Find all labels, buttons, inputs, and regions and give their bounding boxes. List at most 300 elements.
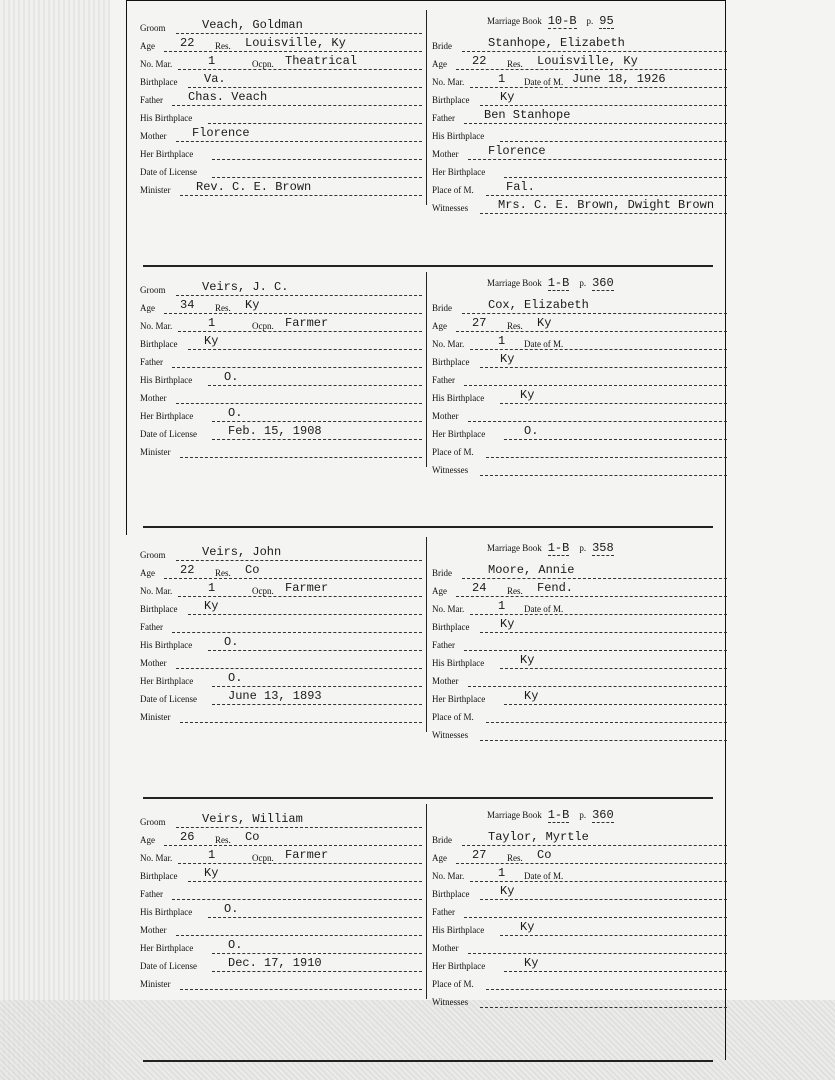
field-rule — [176, 560, 422, 561]
bride-his-birthplace-value: Ky — [520, 388, 535, 402]
field-label: His Birthplace — [432, 131, 485, 141]
marriage-record-3 — [140, 541, 730, 790]
field-rule — [180, 722, 422, 723]
bride-age-value: 24 — [472, 581, 487, 595]
bride-father-value: Ben Stanhope — [484, 108, 571, 122]
field-label: Father — [140, 95, 163, 105]
field-label: Age — [140, 303, 155, 313]
field-rule — [470, 614, 727, 615]
groom-her-birthplace-row — [140, 406, 422, 422]
field-rule — [208, 123, 422, 124]
field-rule — [456, 331, 727, 332]
bride-birthplace-row — [432, 90, 727, 106]
field-rule — [188, 614, 422, 615]
groom-ocpn-value: Farmer — [285, 316, 329, 330]
field-rule — [456, 863, 727, 864]
field-label: Mother — [140, 131, 167, 141]
bride-his-birthplace-value: Ky — [520, 920, 535, 934]
field-label: Mother — [140, 393, 167, 403]
bride-place-of-m-value: Fal. — [506, 180, 535, 194]
groom-groom-row — [140, 545, 422, 561]
field-rule — [464, 385, 727, 386]
field-rule — [456, 69, 727, 70]
field-label: p. — [579, 810, 587, 820]
bride-father-row — [432, 635, 727, 651]
groom-name-value: Veirs, John — [202, 545, 282, 559]
field-label: p. — [586, 16, 594, 26]
field-rule — [500, 403, 727, 404]
field-rule — [480, 740, 727, 741]
bride-her-birthplace-row — [432, 689, 727, 705]
groom-her-birthplace-row — [140, 144, 422, 160]
groom-name-value: Veach, Goldman — [202, 18, 303, 32]
field-rule — [462, 313, 727, 314]
bride-birthplace-row — [432, 884, 727, 900]
field-label: Place of M. — [432, 979, 474, 989]
field-label: Father — [432, 113, 455, 123]
groom-date-of-license-row — [140, 162, 422, 178]
groom-no-mar-row — [140, 848, 422, 864]
groom-groom-row — [140, 280, 422, 296]
marriage-book-header — [487, 14, 614, 28]
groom-her-birthplace-row — [140, 671, 422, 687]
groom-groom-row — [140, 812, 422, 828]
field-rule — [462, 578, 727, 579]
bride-her-birthplace-row — [432, 956, 727, 972]
field-label: p. — [579, 543, 587, 553]
groom-his-birthplace-row — [140, 635, 422, 651]
groom-minister-row — [140, 974, 422, 990]
record-divider — [426, 10, 427, 205]
bride-his-birthplace-row — [432, 126, 727, 142]
field-label: Age — [432, 59, 447, 69]
field-rule — [212, 177, 422, 178]
groom-date-of-license-value: Feb. 15, 1908 — [228, 424, 322, 438]
bride-place-of-m-row — [432, 707, 727, 723]
field-label: Res. — [507, 853, 523, 863]
groom-res-value: Co — [245, 830, 260, 844]
field-label: Res. — [215, 835, 231, 845]
field-label: Birthplace — [140, 604, 178, 614]
bride-no-mar-row — [432, 72, 727, 88]
groom-her-birthplace-row — [140, 938, 422, 954]
bride-her-birthplace-value: Ky — [524, 689, 539, 703]
field-rule — [180, 989, 422, 990]
groom-ocpn-value: Farmer — [285, 848, 329, 862]
bride-res-value: Louisville, Ky — [537, 54, 638, 68]
groom-minister-value: Rev. C. E. Brown — [196, 180, 312, 194]
field-label: Date of M. — [524, 339, 564, 349]
field-rule — [500, 141, 727, 142]
field-label: Father — [432, 375, 455, 385]
field-label: Mother — [432, 676, 459, 686]
field-rule — [480, 899, 727, 900]
field-label: Father — [140, 889, 163, 899]
bride-res-value: Fend. — [537, 581, 574, 595]
groom-no-mar-value: 1 — [208, 316, 216, 330]
field-label: Marriage Book — [487, 278, 542, 288]
groom-minister-row — [140, 707, 422, 723]
groom-mother-value: Florence — [192, 126, 250, 140]
groom-date-of-license-row — [140, 956, 422, 972]
field-label: Date of License — [140, 167, 197, 177]
field-label: Mother — [140, 925, 167, 935]
marriage-book-header — [487, 808, 614, 822]
marriage-record-4 — [140, 808, 730, 1057]
record-separator-1 — [143, 265, 713, 267]
field-rule — [504, 704, 727, 705]
field-rule — [468, 421, 727, 422]
field-label: Marriage Book — [487, 810, 542, 820]
field-label: Date of M. — [524, 604, 564, 614]
bride-no-mar-row — [432, 599, 727, 615]
field-rule — [500, 935, 727, 936]
field-label: Groom — [140, 285, 166, 295]
field-label: Ocpn. — [252, 321, 274, 331]
field-rule — [462, 845, 727, 846]
bride-res-value: Co — [537, 848, 552, 862]
marriage-record-2 — [140, 276, 730, 525]
field-rule — [486, 989, 727, 990]
field-label: Marriage Book — [487, 16, 542, 26]
field-rule — [480, 105, 727, 106]
groom-age-row — [140, 563, 422, 579]
record-divider — [426, 804, 427, 999]
bride-witnesses-row — [432, 198, 727, 214]
groom-father-row — [140, 617, 422, 633]
field-rule — [462, 51, 727, 52]
field-rule — [464, 123, 727, 124]
field-rule — [172, 105, 422, 106]
bride-his-birthplace-row — [432, 920, 727, 936]
field-rule — [188, 881, 422, 882]
field-rule — [176, 33, 422, 34]
bride-mother-row — [432, 406, 727, 422]
bride-name-value: Stanhope, Elizabeth — [488, 36, 625, 50]
field-rule — [172, 899, 422, 900]
bride-age-value: 22 — [472, 54, 487, 68]
field-label: Bride — [432, 303, 452, 313]
record-separator-2 — [143, 526, 713, 528]
marriage-book-value: 1-B — [547, 276, 570, 290]
field-rule — [208, 917, 422, 918]
bride-place-of-m-row — [432, 442, 727, 458]
groom-ocpn-value: Theatrical — [285, 54, 358, 68]
bride-bride-row — [432, 298, 727, 314]
field-rule — [178, 863, 422, 864]
bride-name-value: Cox, Elizabeth — [488, 298, 589, 312]
field-label: Date of M. — [524, 77, 564, 87]
field-label: Her Birthplace — [432, 429, 486, 439]
groom-date-of-license-row — [140, 689, 422, 705]
marriage-book-value: 1-B — [547, 808, 570, 822]
groom-age-row — [140, 830, 422, 846]
bride-birthplace-value: Ky — [500, 90, 515, 104]
marriage-record-1 — [140, 14, 730, 263]
field-label: No. Mar. — [140, 853, 173, 863]
field-label: Date of License — [140, 694, 197, 704]
groom-mother-row — [140, 126, 422, 142]
bride-birthplace-value: Ky — [500, 352, 515, 366]
field-label: No. Mar. — [140, 586, 173, 596]
field-label: No. Mar. — [432, 339, 465, 349]
bride-name-value: Moore, Annie — [488, 563, 575, 577]
field-label: Age — [140, 568, 155, 578]
bride-age-row — [432, 581, 727, 597]
groom-his-birthplace-value: O. — [224, 635, 239, 649]
field-label: Mother — [432, 149, 459, 159]
field-rule — [208, 385, 422, 386]
field-rule — [164, 845, 422, 846]
field-rule — [500, 668, 727, 669]
field-label: Age — [140, 835, 155, 845]
field-rule — [480, 213, 727, 214]
field-label: Mother — [432, 411, 459, 421]
groom-res-value: Louisville, Ky — [245, 36, 346, 50]
field-rule — [468, 953, 727, 954]
field-rule — [480, 632, 727, 633]
field-label: His Birthplace — [432, 393, 485, 403]
field-label: His Birthplace — [140, 375, 193, 385]
field-rule — [480, 1007, 727, 1008]
groom-groom-row — [140, 18, 422, 34]
groom-birthplace-value: Ky — [204, 866, 219, 880]
groom-birthplace-row — [140, 72, 422, 88]
field-label: Her Birthplace — [140, 676, 194, 686]
field-label: Her Birthplace — [140, 943, 194, 953]
field-label: Ocpn. — [252, 586, 274, 596]
bride-age-value: 27 — [472, 848, 487, 862]
field-label: Place of M. — [432, 712, 474, 722]
field-label: Res. — [507, 321, 523, 331]
bride-no-mar-row — [432, 866, 727, 882]
field-rule — [180, 195, 422, 196]
groom-age-value: 26 — [180, 830, 195, 844]
field-rule — [212, 159, 422, 160]
groom-mother-row — [140, 653, 422, 669]
groom-name-value: Veirs, J. C. — [202, 280, 289, 294]
field-rule — [178, 331, 422, 332]
groom-her-birthplace-value: O. — [228, 938, 243, 952]
field-rule — [486, 722, 727, 723]
field-label: Birthplace — [432, 889, 470, 899]
groom-age-row — [140, 298, 422, 314]
field-rule — [176, 141, 422, 142]
record-separator-3 — [143, 797, 713, 799]
bride-age-row — [432, 848, 727, 864]
field-label: Date of M. — [524, 871, 564, 881]
field-label: Res. — [215, 41, 231, 51]
field-rule — [480, 475, 727, 476]
field-rule — [504, 177, 727, 178]
bride-place-of-m-row — [432, 180, 727, 196]
field-label: Witnesses — [432, 203, 469, 213]
field-label: Father — [432, 907, 455, 917]
bride-witnesses-row — [432, 725, 727, 741]
bride-witnesses-row — [432, 460, 727, 476]
marriage-book-page-value: 95 — [599, 14, 614, 28]
field-label: No. Mar. — [140, 321, 173, 331]
marriage-book-page-value: 360 — [592, 276, 614, 290]
groom-no-mar-value: 1 — [208, 848, 216, 862]
marriage-book-value: 1-B — [547, 541, 570, 555]
field-label: Ocpn. — [252, 59, 274, 69]
bride-birthplace-row — [432, 617, 727, 633]
field-label: Bride — [432, 835, 452, 845]
field-label: Witnesses — [432, 465, 469, 475]
field-label: Age — [432, 321, 447, 331]
groom-no-mar-row — [140, 54, 422, 70]
marriage-book-value: 10-B — [547, 14, 577, 28]
frame-left-line — [126, 0, 127, 535]
field-label: Age — [140, 41, 155, 51]
field-rule — [486, 457, 727, 458]
groom-no-mar-row — [140, 581, 422, 597]
groom-date-of-license-value: June 13, 1893 — [228, 689, 322, 703]
bride-name-value: Taylor, Myrtle — [488, 830, 589, 844]
field-label: Her Birthplace — [140, 411, 194, 421]
field-label: p. — [579, 278, 587, 288]
bride-date-of-m-value: June 18, 1926 — [572, 72, 666, 86]
field-label: Date of License — [140, 429, 197, 439]
groom-no-mar-value: 1 — [208, 581, 216, 595]
field-label: Father — [432, 640, 455, 650]
field-rule — [212, 971, 422, 972]
field-rule — [176, 403, 422, 404]
groom-her-birthplace-value: O. — [228, 671, 243, 685]
bride-his-birthplace-value: Ky — [520, 653, 535, 667]
bride-age-row — [432, 316, 727, 332]
field-label: Birthplace — [432, 95, 470, 105]
groom-res-value: Ky — [245, 298, 260, 312]
bride-mother-row — [432, 938, 727, 954]
groom-date-of-license-value: Dec. 17, 1910 — [228, 956, 322, 970]
bride-mother-row — [432, 144, 727, 160]
field-label: Date of License — [140, 961, 197, 971]
bride-no-mar-value: 1 — [498, 334, 506, 348]
groom-name-value: Veirs, William — [202, 812, 303, 826]
field-rule — [212, 953, 422, 954]
field-rule — [464, 917, 727, 918]
bride-bride-row — [432, 563, 727, 579]
groom-mother-row — [140, 920, 422, 936]
record-divider — [426, 537, 427, 732]
groom-birthplace-value: Ky — [204, 334, 219, 348]
field-rule — [176, 935, 422, 936]
bride-no-mar-value: 1 — [498, 866, 506, 880]
field-label: Birthplace — [432, 622, 470, 632]
field-label: His Birthplace — [432, 658, 485, 668]
field-label: His Birthplace — [140, 113, 193, 123]
groom-birthplace-value: Va. — [204, 72, 226, 86]
bride-his-birthplace-row — [432, 388, 727, 404]
field-rule — [468, 686, 727, 687]
groom-age-row — [140, 36, 422, 52]
groom-birthplace-value: Ky — [204, 599, 219, 613]
groom-no-mar-row — [140, 316, 422, 332]
bride-witnesses-row — [432, 992, 727, 1008]
field-label: Bride — [432, 41, 452, 51]
groom-father-row — [140, 884, 422, 900]
field-label: Father — [140, 622, 163, 632]
page-edge-texture — [0, 0, 110, 1080]
groom-his-birthplace-row — [140, 370, 422, 386]
field-label: Her Birthplace — [432, 694, 486, 704]
field-label: Her Birthplace — [140, 149, 194, 159]
groom-his-birthplace-value: O. — [224, 370, 239, 384]
groom-age-value: 22 — [180, 563, 195, 577]
field-label: Place of M. — [432, 447, 474, 457]
field-label: Mother — [140, 658, 167, 668]
bride-res-value: Ky — [537, 316, 552, 330]
field-rule — [164, 51, 422, 52]
field-rule — [504, 439, 727, 440]
field-label: Groom — [140, 23, 166, 33]
bride-her-birthplace-value: Ky — [524, 956, 539, 970]
field-rule — [486, 195, 727, 196]
record-separator-4 — [143, 1060, 713, 1062]
bride-father-row — [432, 370, 727, 386]
field-label: Place of M. — [432, 185, 474, 195]
field-rule — [188, 349, 422, 350]
field-rule — [180, 457, 422, 458]
bride-no-mar-value: 1 — [498, 599, 506, 613]
groom-age-value: 22 — [180, 36, 195, 50]
groom-no-mar-value: 1 — [208, 54, 216, 68]
marriage-book-page-value: 360 — [592, 808, 614, 822]
bride-place-of-m-row — [432, 974, 727, 990]
groom-father-row — [140, 352, 422, 368]
field-label: His Birthplace — [432, 925, 485, 935]
field-label: Birthplace — [140, 871, 178, 881]
groom-his-birthplace-value: O. — [224, 902, 239, 916]
field-label: Minister — [140, 447, 171, 457]
field-label: No. Mar. — [140, 59, 173, 69]
field-rule — [212, 439, 422, 440]
field-rule — [176, 668, 422, 669]
frame-top-line — [126, 0, 726, 1]
field-rule — [480, 367, 727, 368]
field-label: Age — [432, 853, 447, 863]
field-rule — [212, 704, 422, 705]
field-rule — [176, 295, 422, 296]
field-label: Witnesses — [432, 730, 469, 740]
field-rule — [468, 159, 727, 160]
field-rule — [208, 650, 422, 651]
record-divider — [426, 272, 427, 467]
marriage-book-page-value: 358 — [592, 541, 614, 555]
groom-minister-row — [140, 180, 422, 196]
field-label: Res. — [215, 568, 231, 578]
bride-father-row — [432, 108, 727, 124]
groom-birthplace-row — [140, 599, 422, 615]
bride-mother-value: Florence — [488, 144, 546, 158]
groom-birthplace-row — [140, 334, 422, 350]
groom-father-value: Chas. Veach — [188, 90, 268, 104]
bride-her-birthplace-row — [432, 424, 727, 440]
bride-her-birthplace-row — [432, 162, 727, 178]
bride-no-mar-value: 1 — [498, 72, 506, 86]
bride-age-value: 27 — [472, 316, 487, 330]
field-label: His Birthplace — [140, 907, 193, 917]
bride-birthplace-value: Ky — [500, 884, 515, 898]
groom-father-row — [140, 90, 422, 106]
marriage-book-header — [487, 276, 614, 290]
field-label: His Birthplace — [140, 640, 193, 650]
groom-mother-row — [140, 388, 422, 404]
field-rule — [176, 827, 422, 828]
bride-witnesses-value: Mrs. C. E. Brown, Dwight Brown — [498, 198, 715, 212]
